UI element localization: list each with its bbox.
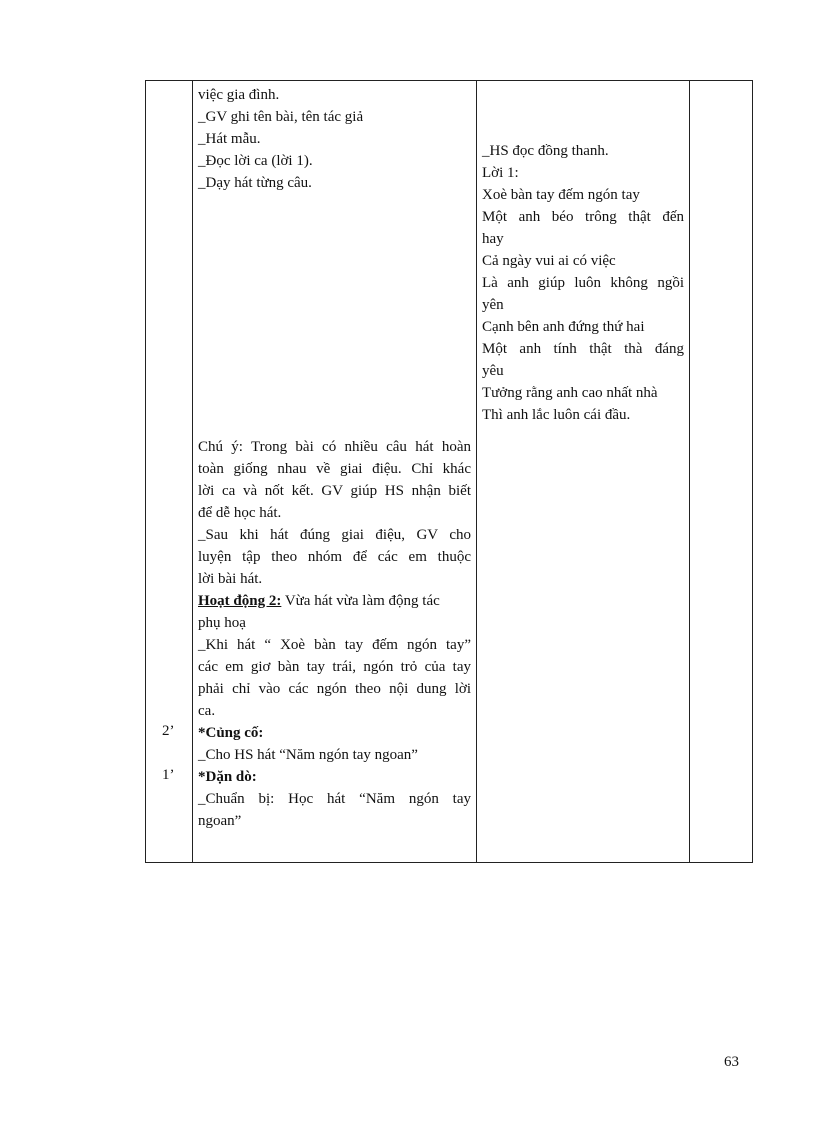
teacher-activity-column (193, 81, 477, 863)
activity2-line: _Khi hát “ Xoè bàn tay đếm ngón tay” (198, 637, 471, 653)
student-line: Thì anh lắc luôn cái đầu. (482, 407, 631, 423)
activity2-title: Vừa hát vừa làm động tác (281, 593, 440, 609)
page-number: 63 (724, 1054, 739, 1070)
lesson-table (145, 80, 753, 863)
blank-space (198, 194, 471, 436)
note-line: Chú ý: Trong bài có nhiều câu hát hoàn (198, 439, 471, 455)
student-line: Một anh béo trông thật đến (482, 209, 684, 225)
teacher-line: việc gia đình. (198, 87, 280, 103)
activity2-line: phải chỉ vào các ngón theo nội dung lời (198, 681, 471, 697)
student-line: Cạnh bên anh đứng thứ hai (482, 319, 645, 335)
student-line: Xoè bàn tay đếm ngón tay (482, 187, 640, 203)
activity2-line: các em giơ bàn tay trái, ngón trỏ của tay (198, 659, 471, 675)
student-activity-column (477, 81, 690, 863)
teacher-line: _Đọc lời ca (lời 1). (198, 153, 313, 169)
note-line: toàn giống nhau về giai điệu. Chỉ khác (198, 461, 471, 477)
blank-space (482, 84, 684, 140)
activity2-heading: Hoạt động 2: (198, 593, 282, 609)
activity2-heading-line (198, 590, 471, 612)
time-column (146, 81, 193, 863)
practice-line: lời bài hát. (198, 571, 263, 587)
homework-heading: *Dặn dò: (198, 769, 257, 785)
teacher-line: _Hát mẫu. (198, 131, 261, 147)
student-line: Một anh tính thật thà đáng (482, 341, 684, 357)
table-row (146, 81, 753, 863)
student-line: Là anh giúp luôn không ngồi (482, 275, 684, 291)
student-line: Cả ngày vui ai có việc (482, 253, 616, 269)
student-line: Lời 1: (482, 165, 519, 181)
student-line: hay (482, 231, 504, 247)
consolidation-heading: *Củng cố: (198, 725, 264, 741)
consolidation-line: _Cho HS hát “Năm ngón tay ngoan” (198, 747, 418, 763)
teacher-line: _Dạy hát từng câu. (198, 175, 312, 191)
activity2-line: ca. (198, 703, 216, 719)
teacher-line: _GV ghi tên bài, tên tác giả (198, 109, 364, 125)
time-mark-1min: 1’ (162, 767, 175, 783)
notes-column (690, 81, 753, 863)
note-line: để dễ học hát. (198, 505, 282, 521)
homework-line: ngoan” (198, 813, 242, 829)
note-line: lời ca và nốt kết. GV giúp HS nhận biết (198, 483, 471, 499)
homework-line: _Chuẩn bị: Học hát “Năm ngón tay (198, 791, 471, 807)
student-line: yên (482, 297, 504, 313)
time-mark-2min: 2’ (162, 723, 175, 739)
activity2-title-cont: phụ hoạ (198, 615, 246, 631)
student-line: yêu (482, 363, 504, 379)
student-line: Tưởng rằng anh cao nhất nhà (482, 385, 658, 401)
practice-line: luyện tập theo nhóm để các em thuộc (198, 549, 471, 565)
practice-line: _Sau khi hát đúng giai điệu, GV cho (198, 527, 471, 543)
student-line: _HS đọc đồng thanh. (482, 143, 609, 159)
